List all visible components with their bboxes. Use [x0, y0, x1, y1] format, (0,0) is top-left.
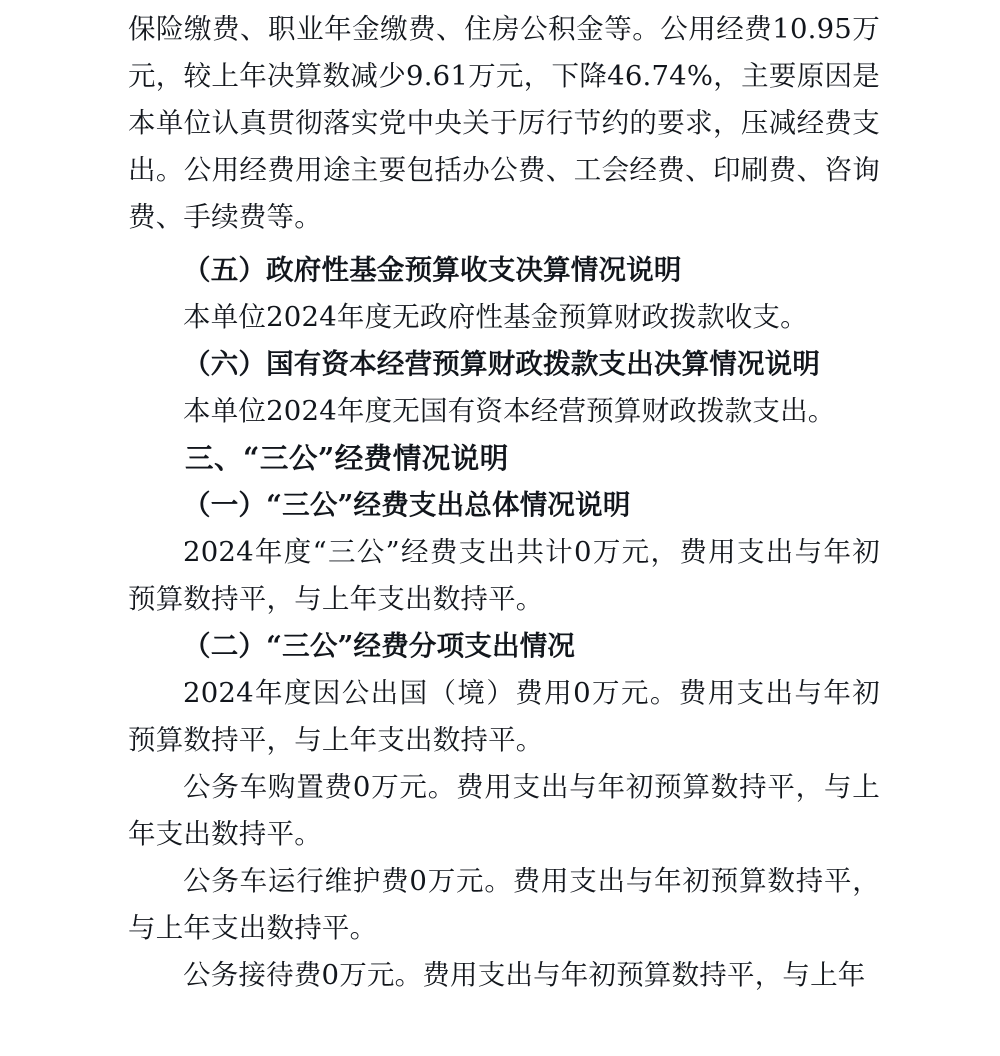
paragraph-vehicle-maintenance: 公务车运行维护费0万元。费用支出与年初预算数持平，与上年支出数持平。	[128, 865, 880, 944]
heading-overall-situation: （一）“三公”经费支出总体情况说明	[183, 489, 631, 521]
paragraph-overall-situation-body: 2024年度“三公”经费支出共计0万元，费用支出与年初预算数持平，与上年支出数持平。	[128, 536, 880, 615]
heading-state-capital-operation: （六）国有资本经营预算财政拨款支出决算情况说明	[183, 348, 821, 380]
heading-government-fund-budget: （五）政府性基金预算收支决算情况说明	[183, 254, 682, 286]
paragraph-overseas-travel: 2024年度因公出国（境）费用0万元。费用支出与年初预算数持平，与上年支出数持平。	[128, 677, 880, 756]
paragraph-public-expenses: 保险缴费、职业年金缴费、住房公积金等。公用经费10.95万元，较上年决算数减少9.61万元，下降46.74%，主要原因是本单位认真贯彻落实党中央关于厉行节约的要求，压减经费支出。公用经费用途主要包括办公费、工会经费、印刷费、咨询费、手续费等。	[128, 13, 880, 233]
paragraph-official-reception: 公务接待费0万元。费用支出与年初预算数持平，与上年	[183, 959, 866, 991]
paragraph-vehicle-purchase: 公务车购置费0万元。费用支出与年初预算数持平，与上年支出数持平。	[128, 771, 880, 850]
section-heading-three-public-expenses: 三、“三公”经费情况说明	[185, 441, 509, 475]
paragraph-state-capital-operation-body: 本单位2024年度无国有资本经营预算财政拨款支出。	[183, 395, 836, 427]
paragraph-government-fund-budget-body: 本单位2024年度无政府性基金预算财政拨款收支。	[183, 301, 808, 333]
heading-itemized-expenditure: （二）“三公”经费分项支出情况	[183, 630, 576, 662]
